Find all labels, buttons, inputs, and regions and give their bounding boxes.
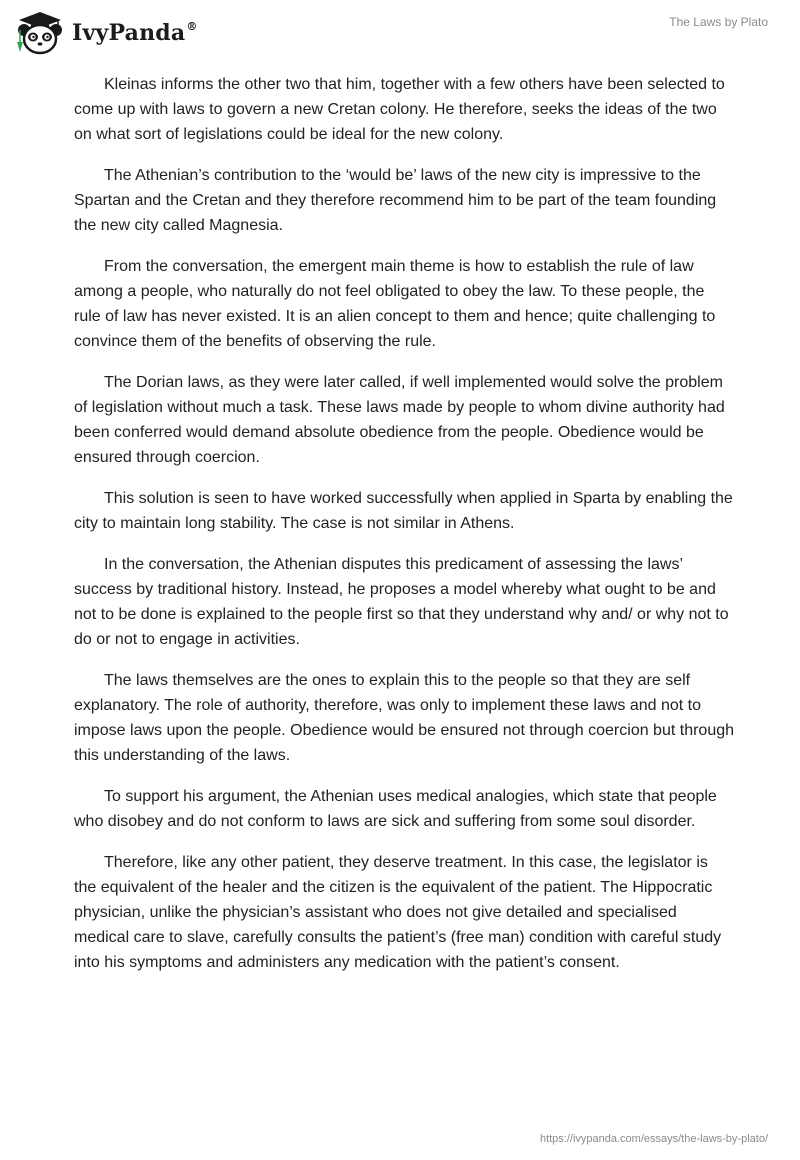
brand-name: IvyPanda® <box>72 20 198 46</box>
page-header <box>0 0 800 70</box>
essay-paragraph: The Athenian’s contribution to the ‘would be’ laws of the new city is impressive to the Spartan and the Cretan and they therefore recommend him to be part of the team founding the new city called Magnesia. <box>74 167 717 234</box>
essay-paragraph: This solution is seen to have worked successfully when applied in Sparta by enabling the city to maintain long stability. The case is not similar in Athens. <box>74 490 733 532</box>
essay-paragraph: The Dorian laws, as they were later called, if well implemented would solve the problem of legislation without much a task. These laws made by people to whom divine authority had been conferred would demand absolute obedience from the people. Obedience would be ensured through coercion. <box>74 374 725 466</box>
document-title: The Laws by Plato <box>669 15 768 29</box>
brand-logo[interactable] <box>14 10 198 56</box>
essay-paragraph: Kleinas informs the other two that him, together with a few others have been selected to come up with laws to govern a new Cretan colony. He therefore, seeks the ideas of the two on what sort of legislations could be ideal for the new colony. <box>74 76 725 143</box>
essay-paragraph: The laws themselves are the ones to explain this to the people so that they are self explanatory. The role of authority, therefore, was only to implement these laws and not to impose laws upon the people. Obedience would be ensured not through coercion but through this understanding of the laws. <box>74 672 735 764</box>
registered-mark: ® <box>186 20 198 33</box>
essay-body <box>74 72 734 991</box>
essay-paragraph: In the conversation, the Athenian disputes this predicament of assessing the laws’ success by traditional history. Instead, he proposes a model whereby what ought to be and not to be done is explained to the people first so that they understand why and/ or why not to do or not to engage in activities. <box>74 556 729 648</box>
panda-mascot-icon <box>14 10 66 56</box>
essay-paragraph: From the conversation, the emergent main theme is how to establish the rule of law among a people, who naturally do not feel obligated to obey the law. To these people, the rule of law has never existed. It is an alien concept to them and hence; quite challenging to convince them of the benefits of observing the rule. <box>74 258 716 350</box>
source-url-link[interactable]: https://ivypanda.com/essays/the-laws-by-plato/ <box>539 1133 768 1145</box>
essay-paragraph: Therefore, like any other patient, they deserve treatment. In this case, the legislator is the equivalent of the healer and the citizen is the equivalent of the patient. The Hippocratic physician, unlike the physician’s assistant who does not give detailed and specialised medical care to slave, carefully consults the patient’s (free man) condition with careful study into his symptoms and administers any medication with the patient’s consent. <box>74 854 722 971</box>
essay-paragraph: To support his argument, the Athenian uses medical analogies, which state that people who disobey and do not conform to laws are sick and suffering from some soul disorder. <box>74 788 717 830</box>
